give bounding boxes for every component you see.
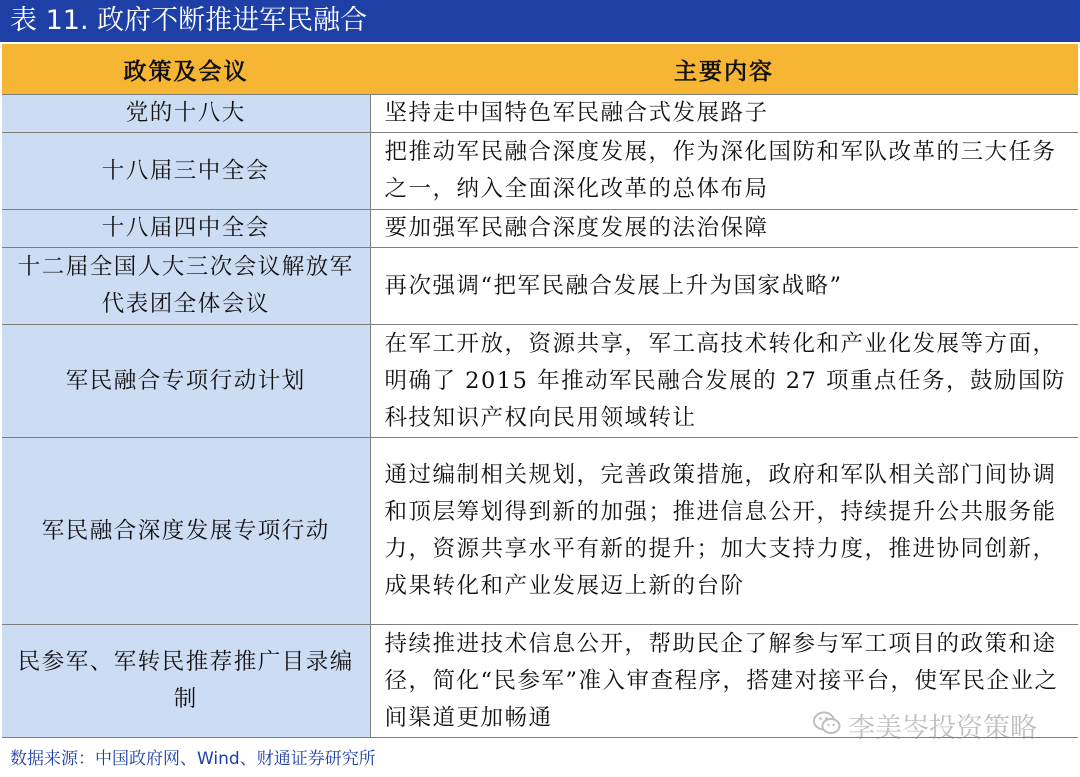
content-cell: 坚持走中国特色军民融合式发展路子 bbox=[370, 95, 1078, 133]
watermark bbox=[812, 704, 1037, 746]
table-row bbox=[2, 325, 1078, 438]
policy-cell: 十二届全国人大三次会议解放军代表团全体会议 bbox=[2, 248, 370, 325]
table-row bbox=[2, 248, 1078, 325]
content-cell: 通过编制相关规划，完善政策措施，政府和军队相关部门间协调和顶层筹划得到新的加强；推进信息公开，持续提升公共服务能力，资源共享水平有新的提升；加大支持力度，推进协同创新，成果转化和产业发展迈上新的台阶 bbox=[370, 438, 1078, 625]
policy-cell: 十八届四中全会 bbox=[2, 210, 370, 248]
content-cell: 持续推进技术信息公开，帮助民企了解参与军工项目的政策和途径，简化“民参军”准入审查程序，搭建对接平台，使军民企业之间渠道更加畅通 bbox=[370, 625, 1078, 738]
table-title: 表 11. 政府不断推进军民融合 bbox=[0, 0, 1080, 42]
content-cell: 在军工开放，资源共享，军工高技术转化和产业化发展等方面，明确了 2015 年推动军民融合发展的 27 项重点任务，鼓励国防科技知识产权向民用领域转让 bbox=[370, 325, 1078, 438]
policy-cell: 十八届三中全会 bbox=[2, 133, 370, 210]
watermark-text: 李美岑投资策略 bbox=[848, 712, 1037, 744]
policy-cell: 军民融合专项行动计划 bbox=[2, 325, 370, 438]
content-cell: 要加强军民融合深度发展的法治保障 bbox=[370, 210, 1078, 248]
content-cell: 再次强调“把军民融合发展上升为国家战略” bbox=[370, 248, 1078, 325]
policy-table bbox=[2, 44, 1078, 738]
wechat-icon bbox=[812, 710, 842, 740]
table-row bbox=[2, 210, 1078, 248]
table-row bbox=[2, 95, 1078, 133]
table-row bbox=[2, 438, 1078, 625]
policy-cell: 党的十八大 bbox=[2, 95, 370, 133]
table-row bbox=[2, 133, 1078, 210]
header-content: 主要内容 bbox=[370, 44, 1078, 95]
policy-cell: 民参军、军转民推荐推广目录编制 bbox=[2, 625, 370, 738]
header-policy: 政策及会议 bbox=[2, 44, 370, 95]
content-cell: 把推动军民融合深度发展，作为深化国防和军队改革的三大任务之一，纳入全面深化改革的总体布局 bbox=[370, 133, 1078, 210]
data-source-note: 数据来源：中国政府网、Wind、财通证券研究所 bbox=[10, 749, 376, 769]
table-header-row bbox=[2, 44, 1078, 95]
policy-cell: 军民融合深度发展专项行动 bbox=[2, 438, 370, 625]
